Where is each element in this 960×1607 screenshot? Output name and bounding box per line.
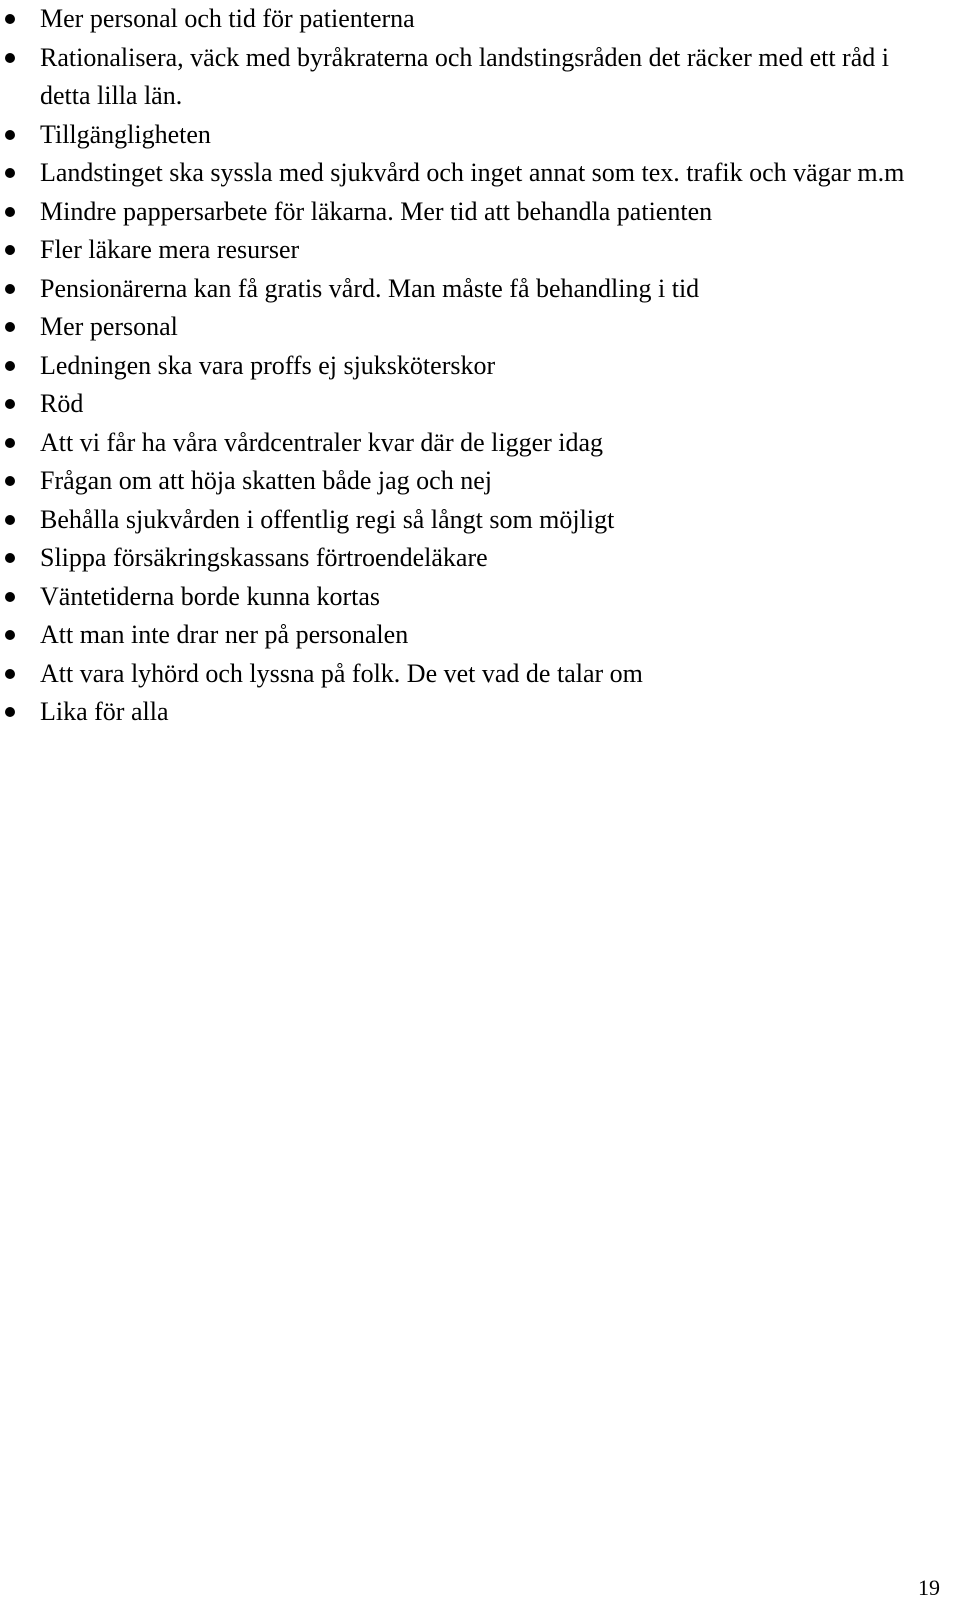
list-item-text: Att vi får ha våra vårdcentraler kvar där de ligger idag [40,427,604,457]
list-item [0,655,940,694]
list-item [0,193,940,232]
list-item-text: Mindre pappersarbete för läkarna. Mer tid att behandla patienten [40,196,713,226]
list-item [0,539,940,578]
bullet-icon [5,284,15,294]
bullet-icon [5,553,15,563]
bullet-icon [5,168,15,178]
list-item [0,231,940,270]
list-item-text: Behålla sjukvården i offentlig regi så långt som möjligt [40,504,615,534]
list-item [0,501,940,540]
list-item-text: Tillgängligheten [40,119,211,149]
list-item [0,385,940,424]
list-item [0,693,940,732]
bullet-icon [5,707,15,717]
list-item-text: Lika för alla [40,697,169,726]
bullet-icon [5,322,15,332]
bullet-icon [5,130,15,140]
bullet-icon [5,630,15,640]
list-item [0,39,940,116]
list-item [0,116,940,155]
list-item-text: Frågan om att höja skatten både jag och nej [40,466,492,495]
list-item-text: Slippa försäkringskassans förtroendeläkare [40,543,488,572]
page-number: 19 [918,1575,940,1600]
list-item [0,424,940,463]
list-item [0,154,940,193]
list-item [0,347,940,386]
bullet-icon [5,245,15,255]
bullet-icon [5,438,15,448]
list-item-text: Pensionärerna kan få gratis vård. Man måste få behandling i tid [40,273,700,303]
list-item [0,270,940,309]
bullet-icon [5,592,15,602]
bullet-icon [5,476,15,486]
list-item [0,0,940,39]
list-item [0,578,940,617]
bullet-icon [5,361,15,371]
bullet-icon [5,207,15,217]
list-item-text: Att vara lyhörd och lyssna på folk. De vet vad de talar om [40,658,643,688]
bullet-icon [5,14,15,24]
list-item-text: Att man inte drar ner på personalen [40,620,409,649]
list-item-text: Landstinget ska syssla med sjukvård och inget annat som tex. trafik och vägar m.m [40,158,905,187]
list-item-text: Röd [40,389,84,418]
response-list [0,0,940,732]
list-item-text: Fler läkare mera resurser [40,235,300,264]
bullet-icon [5,515,15,525]
list-item-text: Ledningen ska vara proffs ej sjuksköterskor [40,350,496,380]
list-item [0,308,940,347]
bullet-icon [5,53,15,63]
list-item-text: Mer personal och tid för patienterna [40,4,415,33]
bullet-icon [5,399,15,409]
list-item-text: Väntetiderna borde kunna kortas [40,581,381,611]
list-item [0,616,940,655]
list-item-text: Rationalisera, väck med byråkraterna och landstingsråden det räcker med ett råd i detta lilla län. [40,42,889,110]
list-item [0,462,940,501]
bullet-icon [5,669,15,679]
list-item-text: Mer personal [40,312,178,341]
